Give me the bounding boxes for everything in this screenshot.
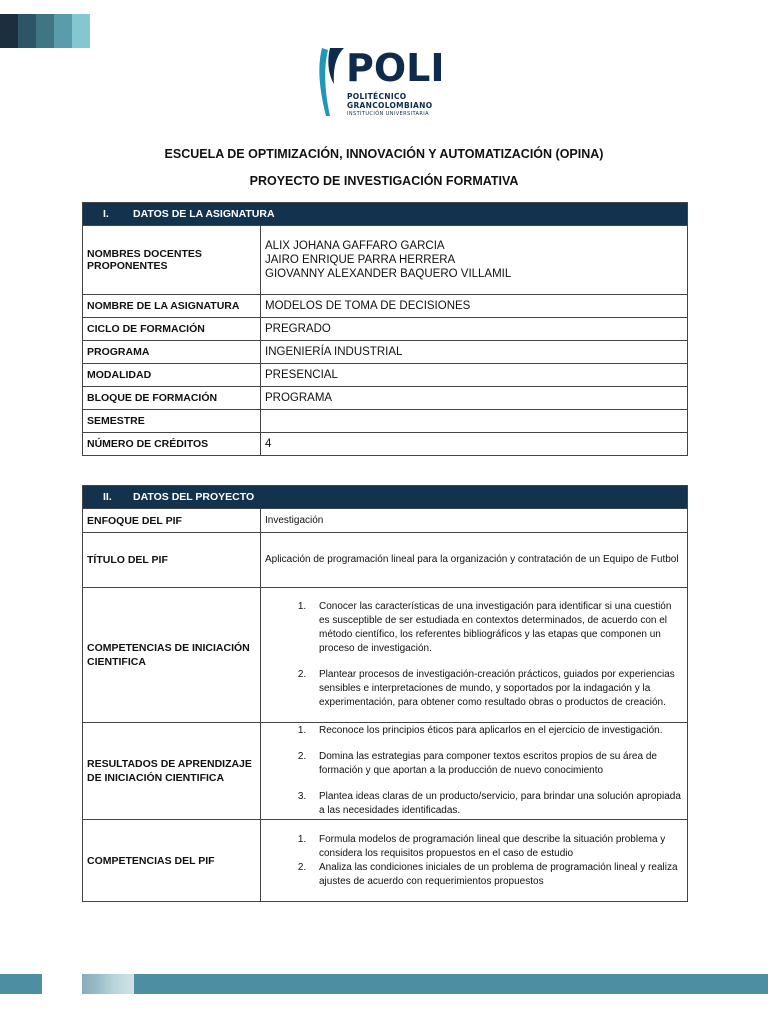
table-row	[83, 364, 688, 387]
row-value: PROGRAMA	[261, 387, 688, 410]
row-value	[261, 588, 688, 723]
row-value: Aplicación de programación lineal para la organización y contratación de un Equipo de Futbol	[261, 533, 688, 588]
list-item: 3. Plantea ideas claras de un producto/servicio, para brindar una solución apropiada a las necesidades identificadas.	[309, 790, 683, 818]
logo-line1: POLITÉCNICO	[347, 92, 407, 101]
table-row	[83, 341, 688, 364]
row-value: PRESENCIAL	[261, 364, 688, 387]
row-label: TÍTULO DEL PIF	[83, 533, 261, 588]
list-item: 2. Analiza las condiciones iniciales de un problema de programación lineal y realiza ajustes de acuerdo con requerimientos propuestos	[309, 861, 683, 889]
table-row	[83, 588, 688, 723]
row-label: MODALIDAD	[83, 364, 261, 387]
header-decoration	[0, 14, 90, 48]
school-heading: ESCUELA DE OPTIMIZACIÓN, INNOVACIÓN Y AUTOMATIZACIÓN (OPINA)	[164, 147, 604, 161]
list-item: 1. Formula modelos de programación lineal que describe la situación problema y considera los requisitos propuestos en el caso de estudio	[309, 833, 683, 861]
row-value	[261, 410, 688, 433]
table-row	[83, 533, 688, 588]
list-item: 2. Plantear procesos de investigación-creación prácticos, guiados por experiencias sensibles e interpretaciones de mundo, y soportados por la indagación y la experimentación, para obtener como resultado obras o productos de creación.	[309, 668, 683, 710]
table-row	[83, 318, 688, 341]
row-label: COMPETENCIAS DE INICIACIÓN CIENTIFICA	[83, 588, 261, 723]
row-value: Investigación	[261, 509, 688, 533]
header-bar-4	[54, 14, 72, 48]
footer-bar-left	[0, 974, 42, 994]
table-row	[83, 509, 688, 533]
logo-line3: INSTITUCIÓN UNIVERSITARIA	[347, 111, 429, 117]
table-row	[83, 387, 688, 410]
row-label: CICLO DE FORMACIÓN	[83, 318, 261, 341]
logo-name: POLI	[346, 46, 445, 90]
row-value	[261, 820, 688, 902]
row-value: PREGRADO	[261, 318, 688, 341]
row-label: RESULTADOS DE APRENDIZAJE DE INICIACIÓN CIENTIFICA	[83, 723, 261, 820]
row-value: 4	[261, 433, 688, 456]
footer-bar-gradient	[82, 974, 134, 994]
list-item: 1. Conocer las características de una investigación para identificar si una cuestión es susceptible de ser estudiada en contextos determinados, de acuerdo con el método científico, los referentes bibliográficos y las etapas que componen un proceso de investigación.	[309, 600, 683, 656]
row-label: COMPETENCIAS DEL PIF	[83, 820, 261, 902]
section-header	[83, 203, 688, 226]
docente-name: JAIRO ENRIQUE PARRA HERRERA	[265, 254, 456, 266]
table-row	[83, 226, 688, 295]
row-label: NOMBRES DOCENTES PROPONENTES	[83, 226, 261, 295]
header-bar-2	[18, 14, 36, 48]
row-label: ENFOQUE DEL PIF	[83, 509, 261, 533]
header-bar-3	[36, 14, 54, 48]
table-row	[83, 820, 688, 902]
section-number: I.	[103, 208, 109, 220]
section-number: II.	[103, 491, 112, 503]
row-value	[261, 723, 688, 820]
docente-name: ALIX JOHANA GAFFARO GARCIA	[265, 240, 445, 252]
docente-name: GIOVANNY ALEXANDER BAQUERO VILLAMIL	[265, 268, 512, 280]
poli-mark-icon	[316, 44, 346, 120]
list-item: 1. Reconoce los principios éticos para aplicarlos en el ejercicio de investigación.	[309, 724, 683, 738]
table-row	[83, 433, 688, 456]
poli-logo	[316, 44, 446, 120]
section-header	[83, 486, 688, 509]
row-label: NOMBRE DE LA ASIGNATURA	[83, 295, 261, 318]
project-heading: PROYECTO DE INVESTIGACIÓN FORMATIVA	[249, 174, 519, 188]
table-row	[83, 295, 688, 318]
row-value: INGENIERÍA INDUSTRIAL	[261, 341, 688, 364]
list-item: 2. Domina las estrategias para componer textos escritos propios de su área de formación y que aportan a la producción de nuevo conocimiento	[309, 750, 683, 778]
row-label: PROGRAMA	[83, 341, 261, 364]
footer-bar-main	[134, 974, 768, 994]
section-title: DATOS DEL PROYECTO	[133, 491, 255, 503]
table-row	[83, 723, 688, 820]
row-label: SEMESTRE	[83, 410, 261, 433]
table-row	[83, 410, 688, 433]
project-data-table	[82, 485, 688, 902]
header-bar-1	[0, 14, 18, 48]
logo-line2: GRANCOLOMBIANO	[347, 101, 433, 110]
row-label: NÚMERO DE CRÉDITOS	[83, 433, 261, 456]
course-data-table	[82, 202, 688, 456]
row-label: BLOQUE DE FORMACIÓN	[83, 387, 261, 410]
header-bar-5	[72, 14, 90, 48]
docentes-list	[261, 226, 688, 295]
row-value: MODELOS DE TOMA DE DECISIONES	[261, 295, 688, 318]
section-title: DATOS DE LA ASIGNATURA	[133, 208, 275, 220]
